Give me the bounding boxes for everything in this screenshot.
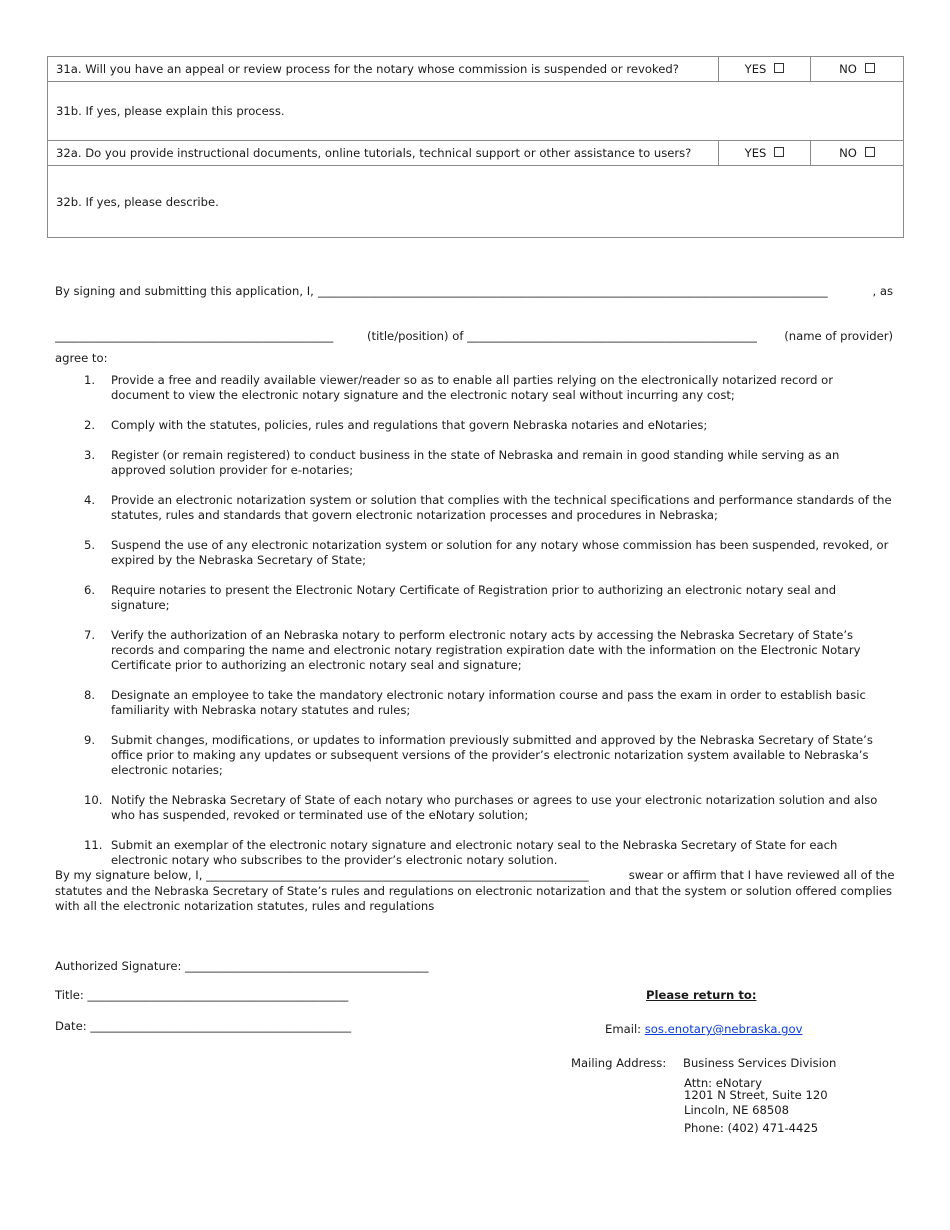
signer-name-blank[interactable]: ________________________________________________________________________________________ [317,284,828,298]
mailing-address-label: Mailing Address: [571,1056,667,1070]
item-text: Provide a free and readily available viewer/reader so as to enable all parties relying on the electronically notarized record or document to view the electronic notary signature and the electronic notary seal without incurring any cost; [111,373,833,402]
list-item [55,493,895,523]
item-text: Designate an employee to take the mandatory electronic notary information course and pass the exam in order to establish basic familiarity with Nebraska notary statutes and rules; [111,688,866,717]
no-option[interactable] [811,57,904,82]
yes-checkbox[interactable] [774,63,784,73]
return-heading: Please return to: [646,988,757,1002]
provider-name-label: (name of provider) [784,329,893,343]
agreement-intro: By signing and submitting this application, I, [55,284,318,298]
question-row-31b [48,82,904,141]
describe-field[interactable] [48,166,904,238]
item-text: Require notaries to present the Electronic Notary Certificate of Registration prior to authorizing an electronic notary seal and signature; [111,583,837,612]
date-label: Date: [55,1019,91,1033]
provider-name-blank[interactable]: __________________________________________________ [467,329,757,343]
question-row-31a [48,57,904,82]
yes-option[interactable] [719,141,811,166]
agree-to-label: agree to: [55,351,108,365]
list-item [55,838,895,868]
yes-label: YES [744,146,767,160]
question-text: 32a. Do you provide instructional documents, online tutorials, technical support or other assistance to users? [48,141,719,166]
email-link[interactable]: sos.enotary@nebraska.gov [644,1022,803,1036]
title-blank[interactable]: _____________________________________________ [87,988,349,1002]
item-text: Register (or remain registered) to conduct business in the state of Nebraska and remain in good standing while serving as an approved solution provider for e-notaries; [111,448,840,477]
agreement-line-1 [55,284,893,298]
list-item [55,628,895,673]
list-item [55,418,895,433]
division-name: Business Services Division [683,1056,837,1070]
item-number: 1. [84,373,96,387]
title-position-label: (title/position) of [367,329,468,343]
item-number: 9. [84,733,96,747]
agreement-line-2 [55,329,893,343]
item-number: 11. [84,838,103,852]
date-blank[interactable]: _____________________________________________ [90,1019,352,1033]
yes-label: YES [744,62,767,76]
title-position-blank[interactable]: ________________________________________________ [55,329,334,343]
item-number: 6. [84,583,96,597]
list-item [55,448,895,478]
no-label: NO [839,146,857,160]
affirmation-paragraph [55,868,895,915]
question-row-32b [48,166,904,238]
street-address: 1201 N Street, Suite 120 [684,1088,828,1102]
authorized-signature-field [55,959,429,973]
authorized-signature-blank[interactable]: __________________________________________ [185,959,429,973]
phone-number: Phone: (402) 471-4425 [684,1121,819,1135]
explain-field[interactable] [48,82,904,141]
city-state-zip: Lincoln, NE 68508 [684,1103,790,1117]
agreement-list [55,373,895,883]
no-option[interactable] [811,141,904,166]
question-text: 32b. If yes, please describe. [56,194,219,209]
item-text: Submit an exemplar of the electronic notary signature and electronic notary seal to the Nebraska Secretary of State for each electronic notary who subscribes to the provider’s electronic notary solution. [111,838,838,867]
questions-table [47,56,904,238]
no-checkbox[interactable] [865,63,875,73]
list-item [55,733,895,778]
question-text: 31a. Will you have an appeal or review process for the notary whose commission is suspended or revoked? [48,57,719,82]
affirm-intro: By my signature below, I, [55,868,207,882]
item-text: Suspend the use of any electronic notarization system or solution for any notary whose commission has been suspended, revoked, or expired by the Nebraska Secretary of State; [111,538,889,567]
item-number: 5. [84,538,96,552]
list-item [55,538,895,568]
list-item [55,688,895,718]
date-field [55,1019,351,1033]
item-number: 4. [84,493,96,507]
item-number: 3. [84,448,96,462]
title-label: Title: [55,988,88,1002]
authorized-signature-label: Authorized Signature: [55,959,186,973]
item-text: Provide an electronic notarization system or solution that complies with the technical specifications and performance standards of the statutes, rules and standards that govern electronic notarization processes and procedures in Nebraska; [111,493,892,522]
title-field [55,988,348,1002]
item-text: Notify the Nebraska Secretary of State of each notary who purchases or agrees to use your electronic notarization solution and also who has suspended, revoked or terminated use of the eNotary solution; [111,793,878,822]
agreement-as: , as [872,284,893,298]
no-checkbox[interactable] [865,147,875,157]
affirm-text: swear or affirm that I have reviewed all of the statutes and the Nebraska Secretary of State’s rules and regulations on electronic notarization and that the system or solution offered complies with all the electronic notarization statutes, rules and regulations [55,868,895,913]
list-item [55,583,895,613]
no-label: NO [839,62,857,76]
item-number: 2. [84,418,96,432]
item-text: Comply with the statutes, policies, rules and regulations that govern Nebraska notaries and eNotaries; [111,418,708,432]
item-number: 7. [84,628,96,642]
item-text: Submit changes, modifications, or updates to information previously submitted and approved by the Nebraska Secretary of State’s office prior to making any updates or subsequent versions of the provider’s electronic notarization system available to Nebraska’s electronic notaries; [111,733,873,777]
attn-line: Attn: eNotary [684,1076,762,1090]
item-number: 8. [84,688,96,702]
item-number: 10. [84,793,103,807]
list-item [55,793,895,823]
question-row-32a [48,141,904,166]
yes-checkbox[interactable] [774,147,784,157]
email-label: Email: [605,1022,645,1036]
item-text: Verify the authorization of an Nebraska notary to perform electronic notary acts by accessing the Nebraska Secretary of State’s records and comparing the name and electronic notary registration expiration date with the information on the Electronic Notary Certificate prior to authorizing an electronic notary seal and signature; [111,628,861,672]
affirm-name-blank[interactable]: __________________________________________________________________ [206,868,589,882]
yes-option[interactable] [719,57,811,82]
email-line [605,1022,802,1036]
question-text: 31b. If yes, please explain this process. [56,104,285,118]
list-item [55,373,895,403]
